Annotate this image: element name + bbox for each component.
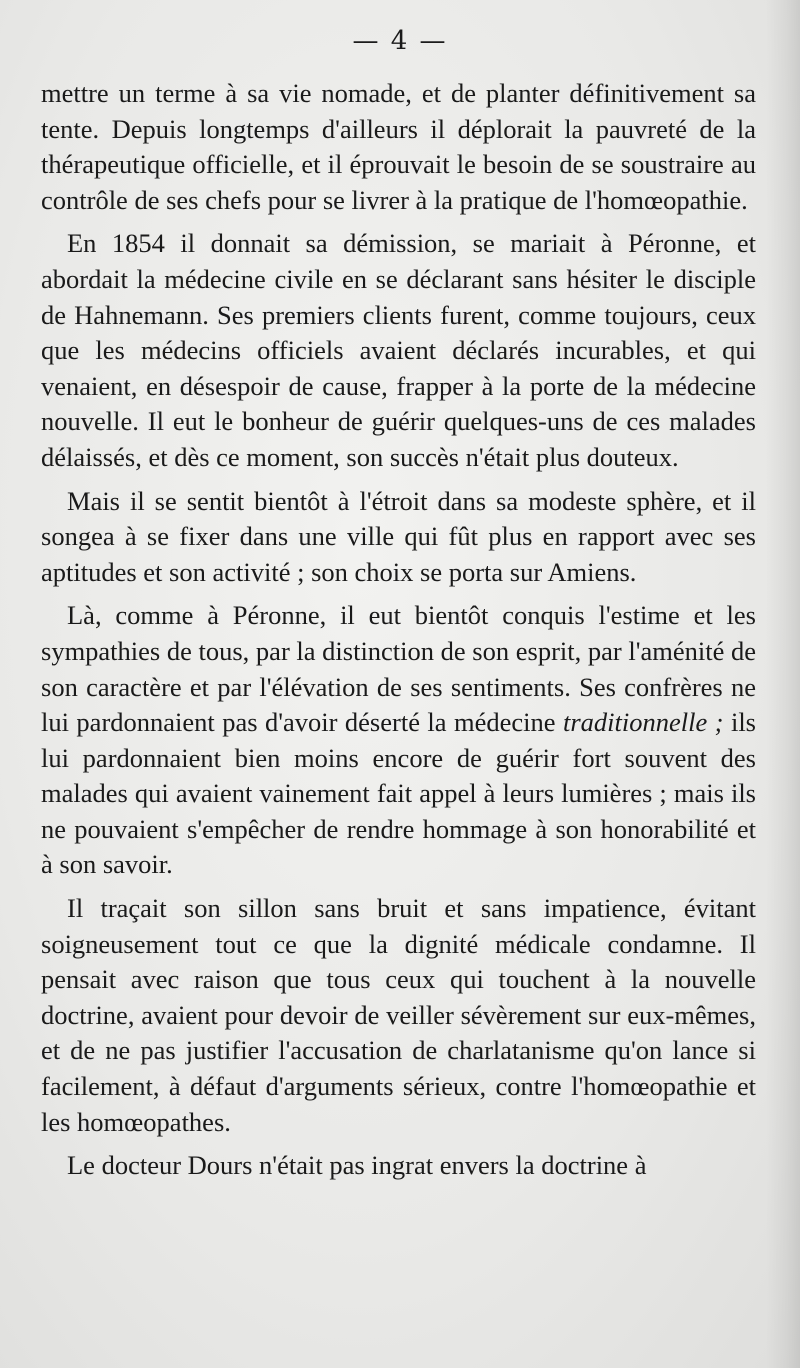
paragraph-5: Il traçait son sillon sans bruit et sans impatience, évitant soigneusement tout ce que la dignité médicale condamne. Il pensait avec raison que tous ceux qui touchent à la nouvelle doctrine, avaient pour devoir de veiller sévèrement sur eux-mêmes, et de ne pas justifier l'accusation de charlatanisme qu'on lance si facilement, à défaut d'arguments sérieux, contre l'homœopathie et les homœopathes.	[41, 893, 756, 1137]
paragraph-4-text-end: ils lui pardonnaient bien moins encore de guérir fort souvent des malades qui avaient vainement fait appel à leurs lumières ; mais ils ne pouvaient s'empêcher de rendre hommage à son honorabilité et à son savoir.	[41, 707, 756, 880]
page-edge-shadow	[766, 0, 800, 1368]
paragraph-2: En 1854 il donnait sa démission, se mariait à Péronne, et abordait la médecine civile en se déclarant sans hésiter le disciple de Hahnemann. Ses premiers clients furent, comme toujours, ceux que les médecins officiels avaient déclarés incurables, et qui venaient, en désespoir de cause, frapper à la porte de la médecine nouvelle. Il eut le bonheur de guérir quelques-uns de ces malades délaissés, et dès ce moment, son succès n'était plus douteux.	[41, 228, 756, 472]
paragraph-4	[41, 598, 756, 883]
page-number: — 4 —	[352, 26, 448, 56]
paragraph-3: Mais il se sentit bientôt à l'étroit dans sa modeste sphère, et il songea à se fixer dans une ville qui fût plus en rapport avec ses aptitudes et son activité ; son choix se porta sur Amiens.	[41, 485, 756, 587]
paragraph-6: Le docteur Dours n'était pas ingrat envers la doctrine à	[67, 1150, 647, 1181]
body-text	[41, 76, 756, 1184]
paragraph-4-text-start: Là, comme à Péronne, il eut bientôt conquis l'estime et les sympathies de tous, par la distinction de son esprit, par l'aménité de son caractère et par l'élévation de ses sentiments. Ses confrères ne lui pardonnaient pas d'avoir déserté la médecine	[41, 600, 756, 738]
paragraph-1: mettre un terme à sa vie nomade, et de planter définitivement sa tente. Depuis longtemps d'ailleurs il déplorait la pauvreté de la thérapeutique officielle, et il éprouvait le besoin de se soustraire au contrôle de ses chefs pour se livrer à la pratique de l'homœopathie.	[41, 78, 756, 215]
paragraph-4-italic-word: traditionnelle ;	[562, 707, 724, 738]
